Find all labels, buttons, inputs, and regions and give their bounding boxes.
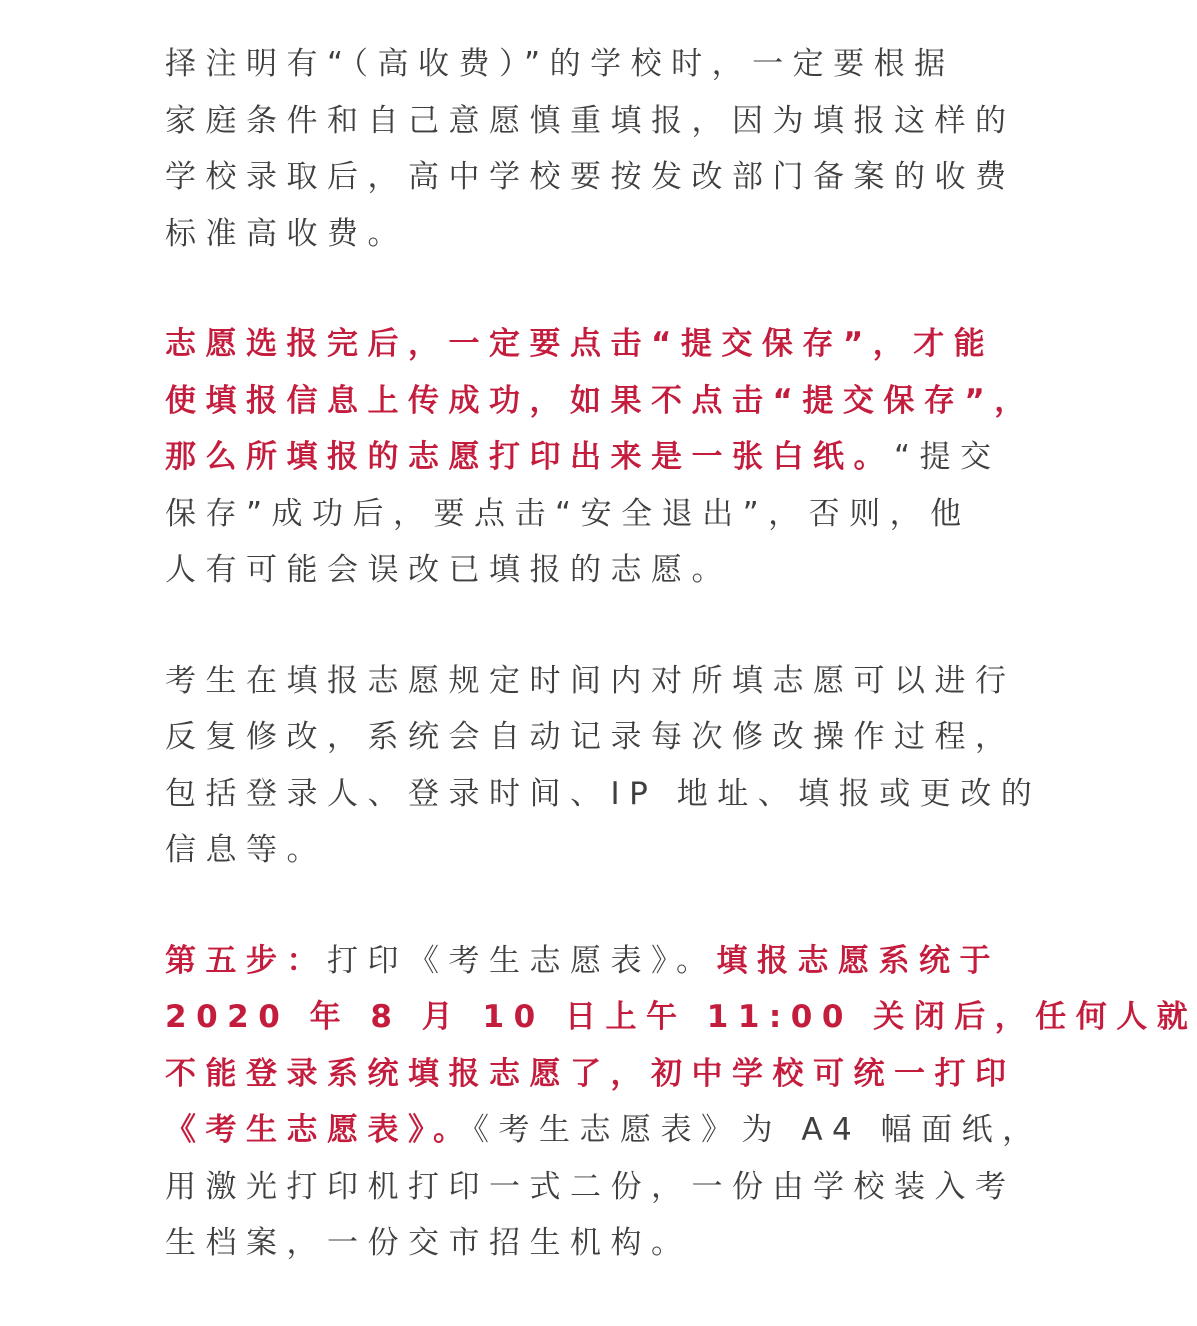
body-text: 《考生志愿表》为 A4 幅面纸， (473, 1112, 1043, 1148)
body-text: 打印《考生志愿表》。 (327, 942, 717, 979)
text-line (165, 486, 971, 543)
text-line (165, 1159, 1016, 1216)
paragraph (165, 653, 1042, 879)
text-line (165, 1102, 1043, 1159)
highlighted-text: 第五步： (165, 942, 327, 979)
text-line (165, 373, 1035, 430)
body-text: 反复修改，系统会自动记录每次修改操作过程， (165, 719, 1016, 755)
text-line (165, 206, 915, 263)
text-line (165, 822, 915, 879)
paragraph (165, 933, 1197, 1272)
text-line (165, 149, 1016, 206)
text-line (165, 36, 955, 93)
highlighted-text: 不能登录系统填报志愿了，初中学校可统一打印 (165, 1055, 1016, 1092)
text-line (165, 933, 1000, 990)
text-line (165, 429, 1001, 486)
article-body (165, 36, 1197, 1326)
text-line (165, 709, 1016, 766)
body-text: 用激光打印机打印一式二份，一份由学校装入考 (165, 1168, 1016, 1205)
body-text: 家庭条件和自己意愿慎重填报，因为填报这样的 (165, 102, 1016, 139)
paragraph (165, 316, 1035, 599)
paragraph (165, 36, 1016, 262)
text-line (165, 1215, 915, 1272)
text-line (165, 316, 995, 373)
body-text: 择注明有“（高收费）”的学校时，一定要根据 (165, 46, 955, 82)
highlighted-text: 志愿选报完后，一定要点击“提交保存”，才能 (165, 326, 995, 362)
text-line (165, 1046, 1016, 1103)
body-text: 考生在填报志愿规定时间内对所填志愿可以进行 (165, 662, 1016, 699)
body-text: 保存”成功后，要点击“安全退出”，否则，他 (165, 495, 971, 532)
body-text: 信息等。 (165, 832, 327, 868)
highlighted-text: 2020 年 8 月 10 日上午 11:00 关闭后，任何人就 (165, 999, 1197, 1035)
body-text: “提交 (894, 439, 1001, 475)
body-text: 包括登录人、登录时间、IP 地址、填报或更改的 (165, 775, 1042, 812)
text-line (165, 653, 1016, 710)
body-text: 学校录取后，高中学校要按发改部门备案的收费 (165, 159, 1016, 195)
highlighted-text: 填报志愿系统于 (716, 942, 1000, 979)
body-text: 生档案，一份交市招生机构。 (165, 1225, 692, 1261)
highlighted-text: 使填报信息上传成功，如果不点击“提交保存”， (165, 382, 1035, 419)
body-text: 人有可能会误改已填报的志愿。 (165, 552, 732, 588)
highlighted-text: 《考生志愿表》。 (165, 1112, 474, 1148)
text-line (165, 93, 1016, 150)
text-line (165, 989, 1197, 1046)
text-line (165, 766, 1042, 823)
text-line (165, 542, 915, 599)
body-text: 标准高收费。 (165, 215, 408, 252)
highlighted-text: 那么所填报的志愿打印出来是一张白纸。 (165, 439, 894, 475)
